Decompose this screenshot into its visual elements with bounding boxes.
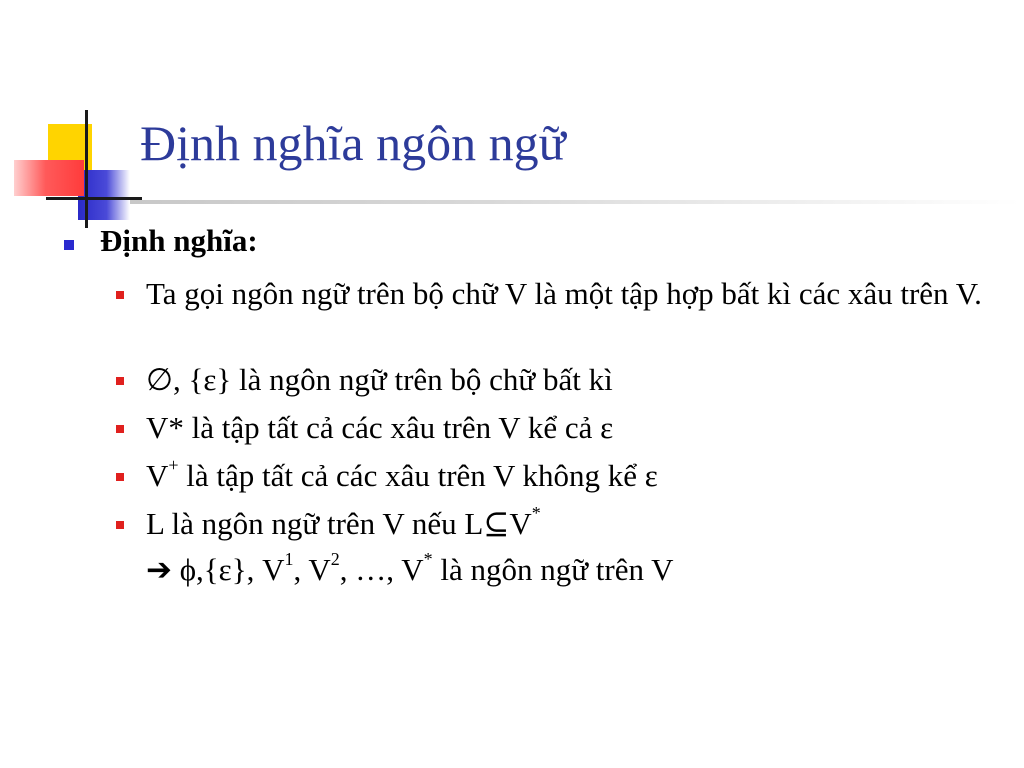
superscript: * (531, 502, 541, 523)
item-text: , …, V (339, 552, 424, 587)
bullet-square-icon (116, 377, 124, 385)
item-text: L là ngôn ngữ trên V nếu L⊆V (146, 506, 532, 541)
section-heading: Định nghĩa: (100, 223, 258, 258)
conclusion-line (146, 548, 1006, 588)
bullet-square-icon (116, 473, 124, 481)
item-text: là tập tất cả các xâu trên V không kể ε (178, 458, 658, 493)
vertical-line (85, 110, 88, 228)
superscript: 2 (330, 548, 340, 569)
bullet-square-icon (64, 240, 74, 250)
item-text: là ngôn ngữ trên V (432, 552, 674, 587)
item-text: ϕ,{ε}, V (171, 552, 285, 587)
list-item: Ta gọi ngôn ngữ trên bộ chữ V là một tập hợp bất kì các xâu trên V. (146, 276, 982, 311)
superscript: + (168, 454, 179, 475)
list-item (146, 502, 1006, 542)
bullet-square-icon (116, 291, 124, 299)
bullet-square-icon (116, 521, 124, 529)
list-item (146, 454, 1006, 494)
list-item: ∅, {ε} là ngôn ngữ trên bộ chữ bất kì (146, 362, 613, 397)
item-text: , V (293, 552, 331, 587)
arrow-icon: ➔ (146, 552, 172, 587)
slide-title: Định nghĩa ngôn ngữ (140, 115, 566, 171)
list-item: V* là tập tất cả các xâu trên V kể cả ε (146, 410, 614, 445)
bullet-square-icon (116, 425, 124, 433)
item-text: V (146, 458, 169, 493)
title-underline (130, 200, 1020, 204)
superscript: * (423, 548, 433, 569)
superscript: 1 (284, 548, 294, 569)
red-bar (14, 160, 84, 196)
horizontal-line (46, 197, 142, 200)
